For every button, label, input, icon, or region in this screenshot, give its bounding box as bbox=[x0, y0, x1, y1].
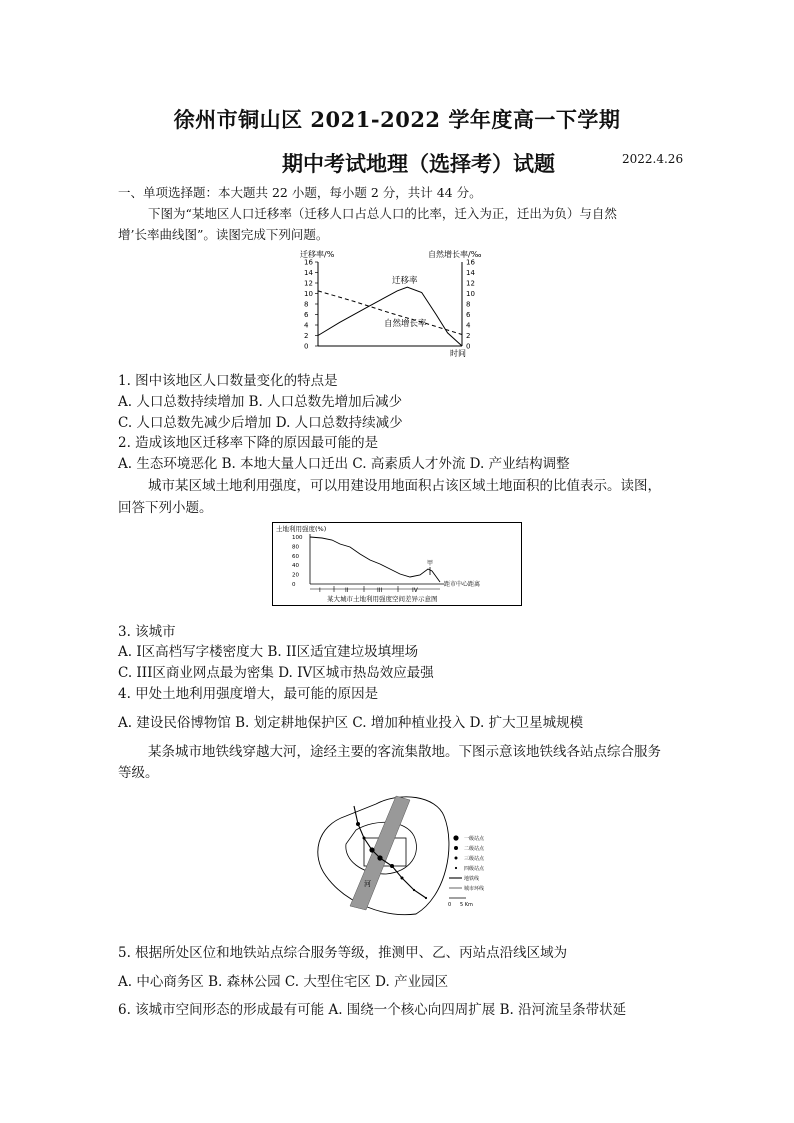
intro-line2: 增’长率曲线图”。读图完成下列问题。 bbox=[118, 227, 329, 242]
legend-level4: 四级站点 bbox=[464, 866, 485, 872]
left-tick-label: 14 bbox=[304, 269, 313, 277]
zone-3: III bbox=[377, 587, 383, 594]
y-tick-label: 100 bbox=[292, 535, 303, 541]
left-tick-label: 12 bbox=[304, 279, 313, 288]
station-level4 bbox=[425, 897, 427, 899]
left-tick-label: 8 bbox=[304, 300, 309, 309]
left-tick-label: 16 bbox=[304, 258, 313, 267]
station-level3 bbox=[401, 877, 404, 880]
right-axis-label: 自然增长率/‰ bbox=[428, 250, 482, 259]
series-natural-label: 自然增长率 bbox=[384, 319, 427, 329]
migration-chart bbox=[296, 246, 502, 360]
right-tick-label: 16 bbox=[466, 258, 475, 267]
page-title-line2: 期中考试地理（选择考）试题 bbox=[282, 151, 555, 176]
right-tick-label: 6 bbox=[466, 311, 471, 319]
scale-zero: 0 bbox=[448, 902, 452, 908]
x-axis-label: 时间 bbox=[450, 349, 466, 358]
page-title-line1: 徐州市铜山区 2021-2022 学年度高一下学期 bbox=[173, 107, 621, 132]
q4-options: A. 建设民俗博物馆 B. 划定耕地保护区 C. 增加种植业投入 D. 扩大卫星城规模 bbox=[118, 715, 584, 731]
figure-caption: 某大城市土地利用强度空间差异示意图 bbox=[327, 595, 438, 603]
legend-level1: 一级站点 bbox=[464, 836, 485, 842]
right-tick-label: 14 bbox=[466, 269, 475, 277]
passage2-line2: 回答下列小题。 bbox=[118, 500, 213, 516]
right-tick-label: 12 bbox=[466, 279, 475, 288]
station-level1 bbox=[377, 855, 382, 860]
station-level3 bbox=[363, 837, 366, 840]
legend-level2-dot bbox=[454, 846, 458, 850]
legend-level1-dot bbox=[453, 835, 458, 840]
series-migration-line bbox=[318, 287, 462, 346]
right-tick-label: 8 bbox=[466, 300, 471, 309]
right-tick-label: 2 bbox=[466, 332, 471, 340]
q4-stem: 4. 甲处土地利用强度增大，最可能的原因是 bbox=[118, 686, 379, 702]
left-tick-label: 4 bbox=[304, 321, 309, 330]
passage2-line1: 城市某区域土地利用强度，可以用建设用地面积占该区域土地面积的比值表示。读图， bbox=[148, 478, 661, 494]
left-tick-label: 0 bbox=[304, 342, 309, 351]
q6-text: 6. 该城市空间形态的形成最有可能 A. 围绕一个核心向四周扩展 B. 沿河流呈条带状延 bbox=[118, 1002, 627, 1018]
q2-stem: 2. 造成该地区迁移率下降的原因最可能的是 bbox=[118, 435, 379, 451]
legend-level4-dot bbox=[455, 867, 457, 869]
left-tick-label: 6 bbox=[304, 311, 309, 319]
y-tick-label: 0 bbox=[292, 582, 296, 588]
station-level4 bbox=[413, 889, 415, 891]
zone-2: II bbox=[345, 587, 349, 594]
y-tick-label: 20 bbox=[292, 572, 299, 579]
legend-ring: 城市环线 bbox=[464, 886, 485, 892]
q1-options-line1: A. 人口总数持续增加 B. 人口总数先增加后减少 bbox=[118, 394, 403, 410]
zone-1: I bbox=[319, 587, 321, 594]
q3-options-line1: A. I区高档写字楼密度大 B. II区适宜建垃圾填埋场 bbox=[118, 644, 419, 660]
river-label: 河 bbox=[364, 880, 371, 888]
land-use-chart bbox=[272, 522, 522, 606]
q5-stem: 5. 根据所处区位和地铁站点综合服务等级，推测甲、乙、丙站点沿线区域为 bbox=[118, 945, 568, 961]
y-tick-label: 40 bbox=[292, 563, 299, 570]
q1-stem: 1. 图中该地区人口数量变化的特点是 bbox=[118, 373, 338, 389]
station-level1 bbox=[369, 847, 374, 852]
q3-stem: 3. 该城市 bbox=[118, 624, 176, 640]
right-tick-label: 4 bbox=[466, 321, 471, 330]
legend-level2: 二级站点 bbox=[464, 846, 485, 852]
station-level2 bbox=[390, 864, 394, 868]
exam-date: 2022.4.26 bbox=[622, 152, 684, 166]
q5-options: A. 中心商务区 B. 森林公园 C. 大型住宅区 D. 产业园区 bbox=[118, 974, 449, 990]
right-tick-label: 0 bbox=[466, 342, 471, 351]
left-axis-label: 迁移率/% bbox=[300, 250, 335, 259]
series-migration-label: 迁移率 bbox=[392, 276, 418, 286]
right-tick-label: 10 bbox=[466, 290, 475, 298]
y-axis-label: 土地利用强度(%) bbox=[276, 525, 327, 533]
passage3-line2: 等级。 bbox=[118, 765, 159, 781]
intro-line1: 下图为“某地区人口迁移率（迁移人口占总人口的比率，迁入为正，迁出为负）与自然 bbox=[148, 206, 617, 221]
x-axis-label: 距市中心距离 bbox=[444, 581, 481, 588]
q2-options: A. 生态环境恶化 B. 本地大量人口迁出 C. 高素质人才外流 D. 产业结构调整 bbox=[118, 456, 570, 472]
legend-metro: 地铁线 bbox=[464, 876, 480, 882]
y-tick-label: 80 bbox=[292, 544, 299, 551]
q3-options-line2: C. III区商业网点最为密集 D. IV区城市热岛效应最强 bbox=[118, 665, 434, 681]
metro-map bbox=[306, 786, 496, 922]
legend-level3-dot bbox=[455, 857, 458, 860]
legend-level3: 三级站点 bbox=[464, 856, 485, 862]
jia-label: 甲 bbox=[427, 560, 434, 567]
left-tick-label: 10 bbox=[304, 290, 313, 298]
passage3-line1: 某条城市地铁线穿越大河，途经主要的客流集散地。下图示意该地铁线各站点综合服务 bbox=[148, 744, 661, 760]
zone-4: IV bbox=[412, 587, 418, 594]
section-heading: 一、单项选择题：本大题共 22 小题，每小题 2 分，共计 44 分。 bbox=[118, 185, 482, 200]
y-tick-label: 60 bbox=[292, 553, 299, 560]
left-tick-label: 2 bbox=[304, 332, 309, 340]
station-level2 bbox=[356, 822, 360, 826]
river bbox=[350, 796, 410, 910]
q1-options-line2: C. 人口总数先减少后增加 D. 人口总数持续减少 bbox=[118, 415, 403, 431]
intensity-curve bbox=[310, 537, 440, 582]
scale-label: 5 Km bbox=[460, 902, 473, 908]
